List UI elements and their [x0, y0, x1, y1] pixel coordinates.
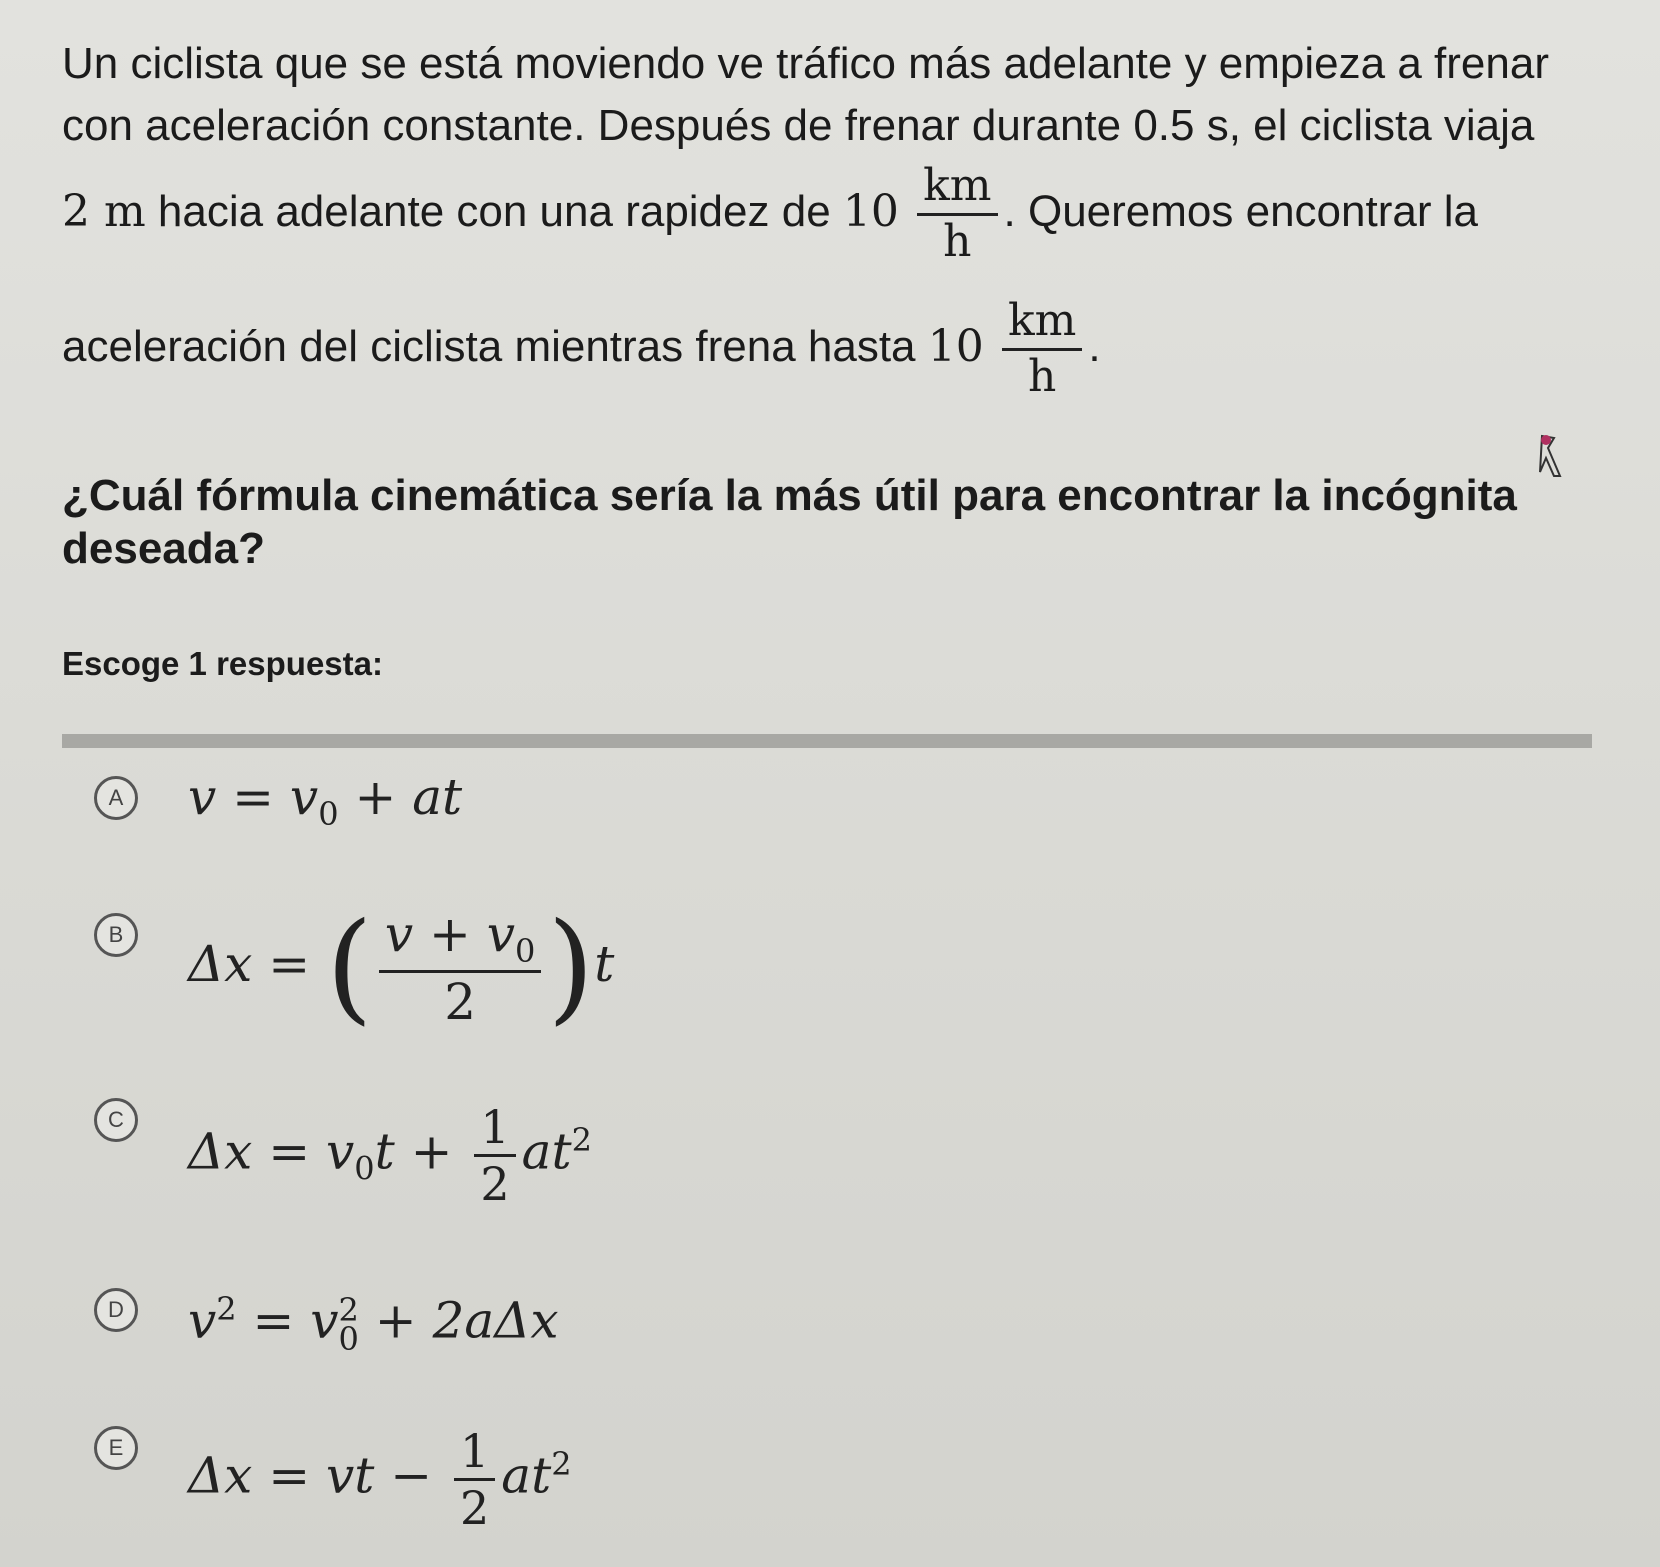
radio-letter-e: E — [108, 1435, 124, 1460]
option-b[interactable] — [88, 898, 1568, 1055]
target-unit-numerator: km — [1002, 295, 1082, 351]
option-d[interactable] — [88, 1280, 1568, 1400]
instruction-label: Escoge 1 respuesta: — [62, 645, 383, 682]
problem-line-1 — [62, 38, 1622, 91]
option-e[interactable] — [88, 1418, 1568, 1558]
problem-line-4 — [62, 295, 1622, 404]
radio-letter-a: A — [108, 785, 124, 810]
radio-a[interactable] — [94, 776, 138, 820]
speed-unit — [917, 160, 997, 269]
radio-letter-c: C — [108, 1107, 124, 1132]
speed-unit-denominator: h — [943, 215, 972, 267]
formula-c: $\Delta x = v_0t$ + $\frac{1}{2}$ $at^2$ — [188, 1100, 592, 1211]
radio-b[interactable] — [94, 913, 138, 957]
problem-line-2 — [62, 100, 1622, 153]
distance-value: 2 m — [62, 185, 146, 237]
radio-e[interactable] — [94, 1426, 138, 1470]
problem-text-3: hacia adelante con una rapidez de — [145, 186, 843, 236]
radio-c[interactable] — [94, 1098, 138, 1142]
speed-value: 10 — [842, 185, 899, 237]
problem-text-3-end: . Queremos encontrar la — [1003, 186, 1478, 236]
formula-a: $v = v_0$ + at — [188, 768, 463, 833]
option-a[interactable] — [88, 768, 1568, 888]
problem-text-1: Un ciclista que se está moviendo ve tráfico más adelante y empieza a frenar — [62, 39, 1549, 88]
speed-unit-numerator: km — [917, 160, 997, 216]
question-text: ¿Cuál fórmula cinemática sería la más útil para encontrar la incógnita deseada? — [62, 471, 1517, 573]
option-c[interactable] — [88, 1090, 1568, 1240]
target-unit-denominator: h — [1028, 350, 1057, 402]
target-speed-unit — [1002, 295, 1082, 404]
radio-letter-b: B — [108, 922, 124, 947]
problem-text-4: aceleración del ciclista mientras frena hasta — [62, 321, 928, 371]
radio-d[interactable] — [94, 1288, 138, 1332]
problem-line-3 — [62, 160, 1622, 269]
formula-b: Δx = ( $\frac{v + v_0}{2}$ )t — [188, 898, 615, 1037]
formula-d: $v^2 = v$ 2 0 + 2aΔx — [188, 1290, 559, 1358]
target-speed-value: 10 — [927, 320, 984, 372]
formula-e: Δx = vt − $\frac{1}{2}$ $at^2$ — [188, 1424, 572, 1535]
radio-letter-d: D — [108, 1297, 124, 1322]
divider — [62, 734, 1592, 748]
problem-text-2: con aceleración constante. Después de frenar durante 0.5 s, el ciclista viaja — [62, 101, 1535, 150]
problem-text-4-end: . — [1088, 321, 1101, 371]
